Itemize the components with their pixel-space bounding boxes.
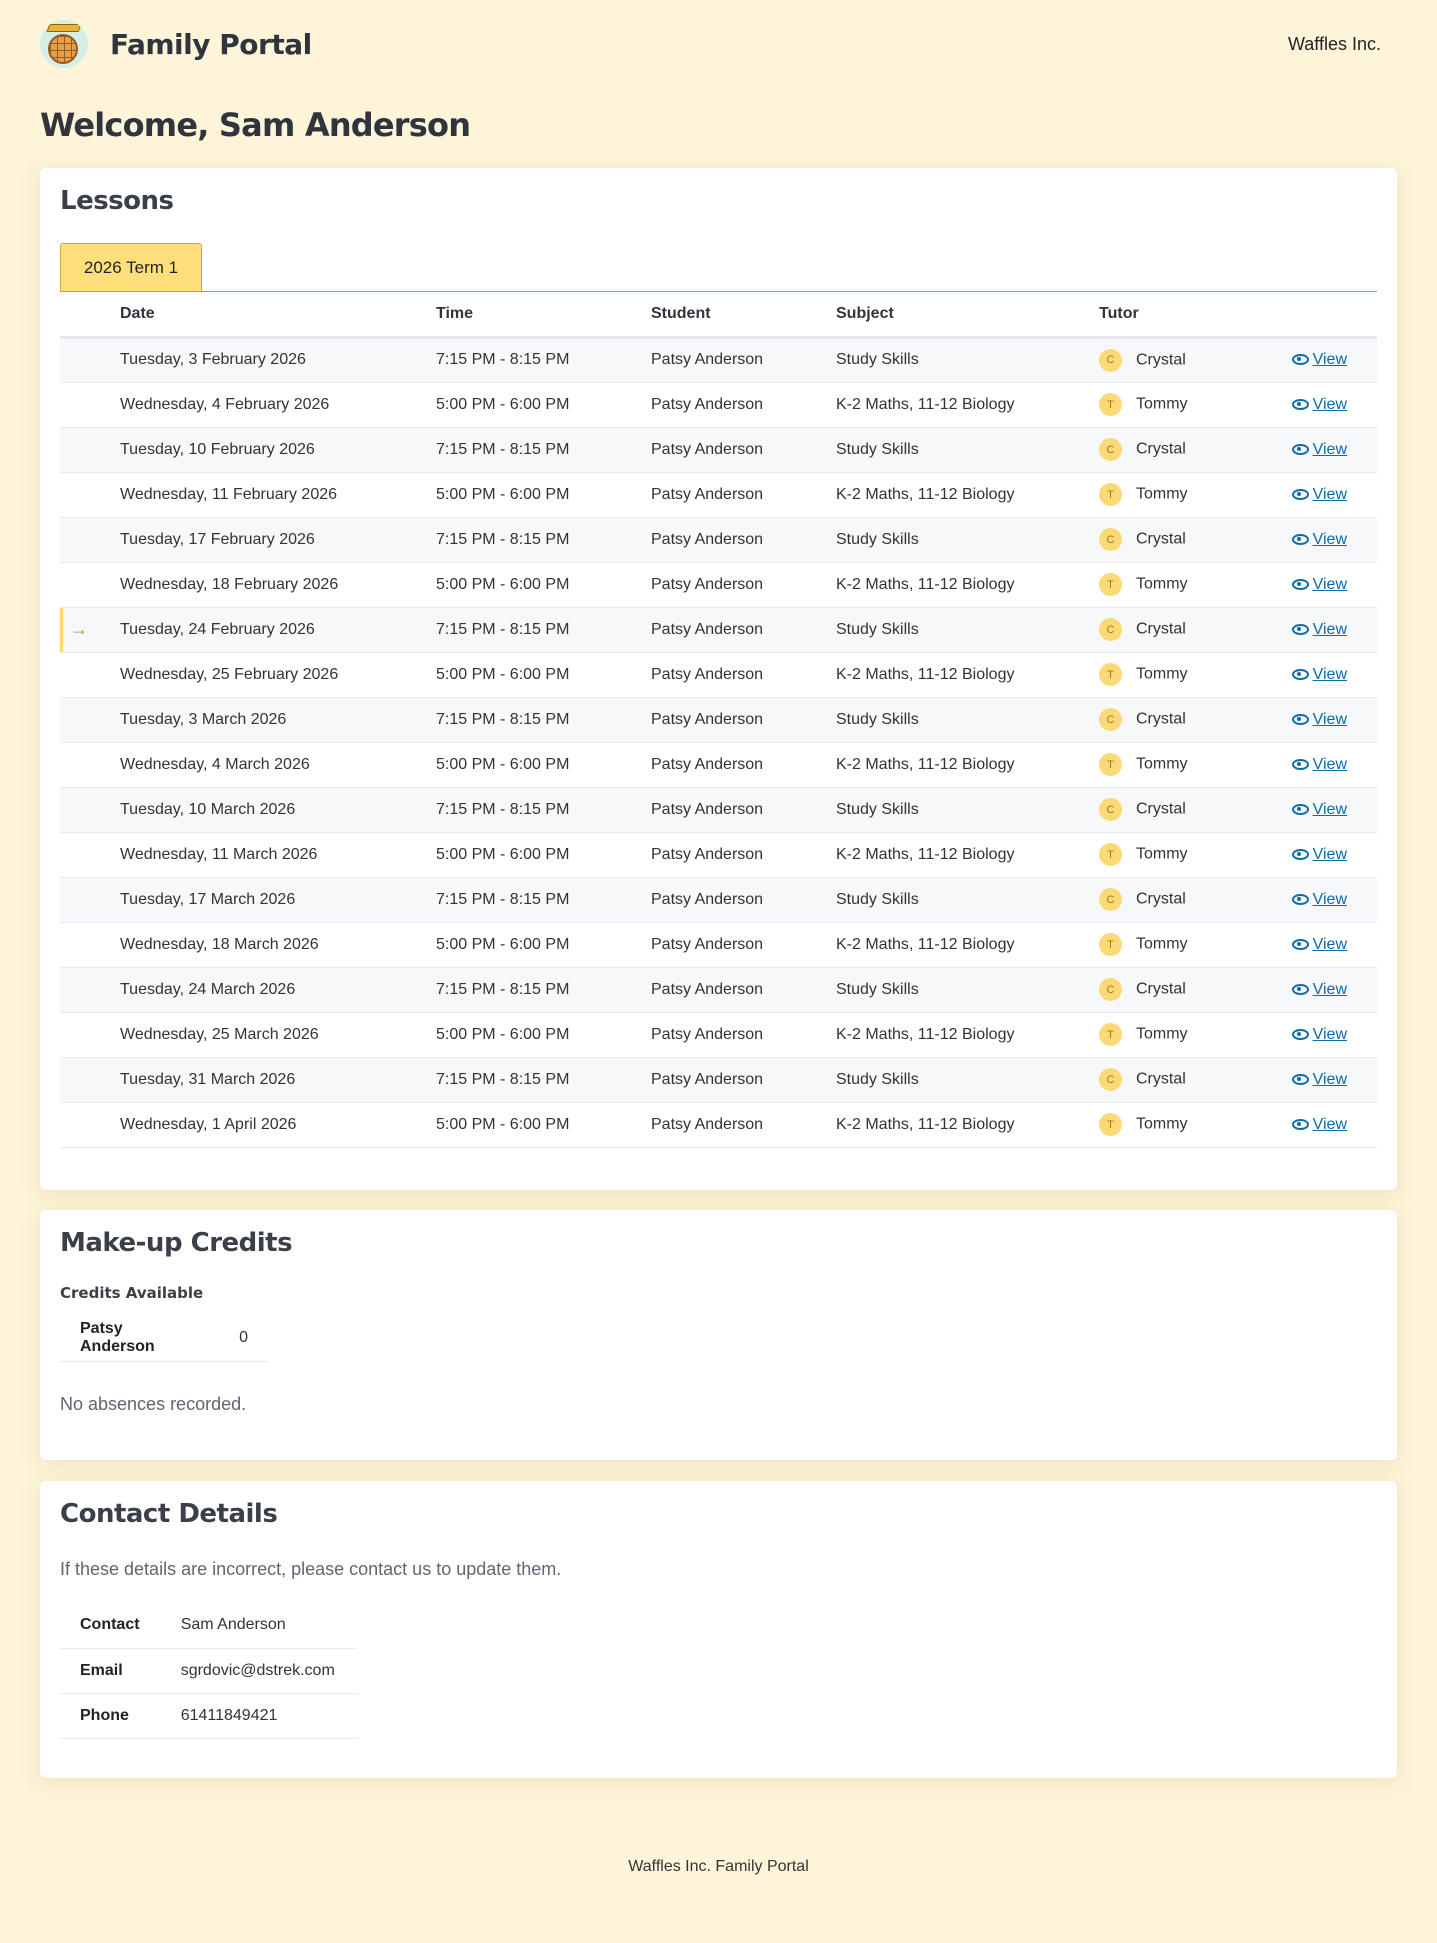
eye-icon [1292, 1074, 1309, 1085]
current-lesson-arrow-icon: → [70, 619, 88, 639]
tutor-name: Tommy [1136, 575, 1188, 593]
col-time: Time [436, 292, 651, 337]
tutor-name: Crystal [1136, 1070, 1186, 1088]
lesson-time: 5:00 PM - 6:00 PM [436, 562, 651, 607]
lesson-time: 7:15 PM - 8:15 PM [436, 697, 651, 742]
view-lesson-link[interactable]: View [1292, 801, 1347, 818]
lesson-time: 7:15 PM - 8:15 PM [436, 427, 651, 472]
lesson-row [60, 1012, 1377, 1057]
view-lesson-link[interactable]: View [1292, 711, 1347, 728]
lesson-student: Patsy Anderson [651, 517, 836, 562]
lesson-row [60, 517, 1377, 562]
lesson-row [60, 427, 1377, 472]
phone-row: Phone 61411849421 [60, 1693, 357, 1738]
lesson-date: Tuesday, 24 March 2026 [120, 967, 436, 1012]
tutor-name: Crystal [1136, 980, 1186, 998]
lesson-time: 7:15 PM - 8:15 PM [436, 337, 651, 382]
contact-row: Contact Sam Anderson [60, 1603, 357, 1648]
tutor-avatar: T [1099, 663, 1122, 686]
col-student: Student [651, 292, 836, 337]
eye-icon [1292, 534, 1309, 545]
lesson-time: 5:00 PM - 6:00 PM [436, 832, 651, 877]
tutor-name: Tommy [1136, 935, 1188, 953]
makeup-title: Make-up Credits [60, 1228, 293, 1258]
credits-table [60, 1316, 268, 1362]
lesson-subject: K-2 Maths, 11-12 Biology [836, 652, 1099, 697]
lessons-title: Lessons [60, 186, 174, 216]
tutor-avatar: T [1099, 843, 1122, 866]
lesson-subject: Study Skills [836, 427, 1099, 472]
lesson-time: 5:00 PM - 6:00 PM [436, 1012, 651, 1057]
lesson-student: Patsy Anderson [651, 967, 836, 1012]
view-lesson-link[interactable]: View [1292, 351, 1347, 368]
lesson-subject: Study Skills [836, 967, 1099, 1012]
lesson-student: Patsy Anderson [651, 742, 836, 787]
lesson-time: 5:00 PM - 6:00 PM [436, 742, 651, 787]
lesson-subject: Study Skills [836, 607, 1099, 652]
tutor-avatar: C [1099, 438, 1122, 461]
lesson-student: Patsy Anderson [651, 427, 836, 472]
lesson-date: Wednesday, 11 February 2026 [120, 472, 436, 517]
lesson-row [60, 832, 1377, 877]
lesson-student: Patsy Anderson [651, 337, 836, 382]
lesson-row [60, 742, 1377, 787]
lesson-row [60, 877, 1377, 922]
eye-icon [1292, 354, 1309, 365]
eye-icon [1292, 1029, 1309, 1040]
lesson-subject: K-2 Maths, 11-12 Biology [836, 382, 1099, 427]
lesson-student: Patsy Anderson [651, 877, 836, 922]
lesson-subject: K-2 Maths, 11-12 Biology [836, 1012, 1099, 1057]
lesson-student: Patsy Anderson [651, 1102, 836, 1147]
view-lesson-link[interactable]: View [1292, 756, 1347, 773]
eye-icon [1292, 1119, 1309, 1130]
view-lesson-link[interactable]: View [1292, 576, 1347, 593]
portal-title: Family Portal [110, 27, 312, 61]
welcome-heading: Welcome, Sam Anderson [40, 106, 471, 144]
tutor-avatar: C [1099, 618, 1122, 641]
col-date: Date [120, 292, 436, 337]
lesson-subject: Study Skills [836, 337, 1099, 382]
lesson-time: 5:00 PM - 6:00 PM [436, 922, 651, 967]
eye-icon [1292, 939, 1309, 950]
lesson-date: Tuesday, 31 March 2026 [120, 1057, 436, 1102]
tutor-name: Crystal [1136, 440, 1186, 458]
lesson-date: Tuesday, 17 February 2026 [120, 517, 436, 562]
lesson-time: 5:00 PM - 6:00 PM [436, 1102, 651, 1147]
lesson-row [60, 382, 1377, 427]
lesson-subject: K-2 Maths, 11-12 Biology [836, 562, 1099, 607]
contact-details-card [40, 1481, 1397, 1778]
tutor-name: Crystal [1136, 351, 1186, 369]
lesson-time: 7:15 PM - 8:15 PM [436, 1057, 651, 1102]
view-lesson-link[interactable]: View [1292, 1116, 1347, 1133]
lesson-date: Wednesday, 25 March 2026 [120, 1012, 436, 1057]
view-lesson-link[interactable]: View [1292, 891, 1347, 908]
footer-text: Waffles Inc. Family Portal [628, 1858, 809, 1875]
lesson-date: Wednesday, 4 February 2026 [120, 382, 436, 427]
lesson-time: 5:00 PM - 6:00 PM [436, 382, 651, 427]
view-lesson-link[interactable]: View [1292, 441, 1347, 458]
lesson-date: Wednesday, 18 February 2026 [120, 562, 436, 607]
eye-icon [1292, 489, 1309, 500]
lesson-student: Patsy Anderson [651, 562, 836, 607]
tutor-name: Crystal [1136, 800, 1186, 818]
lesson-subject: Study Skills [836, 517, 1099, 562]
lesson-row [60, 697, 1377, 742]
lesson-row [60, 607, 1377, 652]
lesson-row [60, 1057, 1377, 1102]
lesson-student: Patsy Anderson [651, 472, 836, 517]
lesson-row [60, 922, 1377, 967]
lesson-subject: Study Skills [836, 697, 1099, 742]
lesson-time: 7:15 PM - 8:15 PM [436, 967, 651, 1012]
lesson-student: Patsy Anderson [651, 1012, 836, 1057]
lesson-date: Tuesday, 3 March 2026 [120, 697, 436, 742]
tutor-name: Tommy [1136, 665, 1188, 683]
lesson-row [60, 967, 1377, 1012]
contact-title: Contact Details [60, 1499, 278, 1529]
view-lesson-link[interactable]: View [1292, 486, 1347, 503]
lesson-student: Patsy Anderson [651, 922, 836, 967]
contact-table [60, 1603, 357, 1739]
lesson-student: Patsy Anderson [651, 652, 836, 697]
tutor-avatar: T [1099, 1113, 1122, 1136]
eye-icon [1292, 669, 1309, 680]
eye-icon [1292, 399, 1309, 410]
tutor-avatar: C [1099, 1068, 1122, 1091]
tutor-avatar: T [1099, 753, 1122, 776]
lesson-subject: K-2 Maths, 11-12 Biology [836, 472, 1099, 517]
lesson-row [60, 652, 1377, 697]
lesson-date: Wednesday, 1 April 2026 [120, 1102, 436, 1147]
tutor-avatar: T [1099, 1023, 1122, 1046]
col-tutor: Tutor [1099, 292, 1289, 337]
view-lesson-link[interactable]: View [1292, 981, 1347, 998]
lesson-student: Patsy Anderson [651, 787, 836, 832]
lesson-date: Wednesday, 18 March 2026 [120, 922, 436, 967]
view-lesson-link[interactable]: View [1292, 621, 1347, 638]
lesson-student: Patsy Anderson [651, 1057, 836, 1102]
tutor-avatar: C [1099, 798, 1122, 821]
tutor-avatar: C [1099, 888, 1122, 911]
col-subject: Subject [836, 292, 1099, 337]
lesson-time: 7:15 PM - 8:15 PM [436, 787, 651, 832]
lesson-student: Patsy Anderson [651, 382, 836, 427]
lesson-time: 7:15 PM - 8:15 PM [436, 877, 651, 922]
tutor-name: Crystal [1136, 530, 1186, 548]
view-lesson-link[interactable]: View [1292, 1071, 1347, 1088]
tutor-name: Crystal [1136, 620, 1186, 638]
lesson-date: Tuesday, 17 March 2026 [120, 877, 436, 922]
tutor-avatar: T [1099, 483, 1122, 506]
view-lesson-link[interactable]: View [1292, 396, 1347, 413]
lesson-student: Patsy Anderson [651, 607, 836, 652]
tutor-name: Tommy [1136, 845, 1188, 863]
view-lesson-link[interactable]: View [1292, 666, 1347, 683]
waffle-logo-icon [40, 20, 88, 68]
tutor-name: Crystal [1136, 890, 1186, 908]
eye-icon [1292, 714, 1309, 725]
eye-icon [1292, 849, 1309, 860]
lesson-subject: Study Skills [836, 787, 1099, 832]
lesson-row [60, 562, 1377, 607]
lesson-subject: K-2 Maths, 11-12 Biology [836, 922, 1099, 967]
tutor-name: Tommy [1136, 1025, 1188, 1043]
view-lesson-link[interactable]: View [1292, 936, 1347, 953]
tutor-name: Crystal [1136, 710, 1186, 728]
eye-icon [1292, 804, 1309, 815]
tutor-avatar: C [1099, 708, 1122, 731]
eye-icon [1292, 759, 1309, 770]
lesson-time: 7:15 PM - 8:15 PM [436, 607, 651, 652]
tutor-avatar: C [1099, 528, 1122, 551]
credit-row: Patsy Anderson 0 [60, 1316, 268, 1361]
contact-note: If these details are incorrect, please contact us to update them. [60, 1559, 562, 1579]
eye-icon [1292, 984, 1309, 995]
lessons-table [60, 292, 1377, 1148]
lesson-subject: K-2 Maths, 11-12 Biology [836, 742, 1099, 787]
lesson-row [60, 472, 1377, 517]
lesson-time: 5:00 PM - 6:00 PM [436, 652, 651, 697]
lesson-time: 7:15 PM - 8:15 PM [436, 517, 651, 562]
lesson-subject: Study Skills [836, 1057, 1099, 1102]
tutor-name: Tommy [1136, 485, 1188, 503]
lesson-subject: K-2 Maths, 11-12 Biology [836, 832, 1099, 877]
lesson-date: Tuesday, 10 February 2026 [120, 427, 436, 472]
view-lesson-link[interactable]: View [1292, 1026, 1347, 1043]
tutor-avatar: T [1099, 393, 1122, 416]
top-header [40, 18, 1381, 70]
lesson-row [60, 1102, 1377, 1147]
tutor-avatar: T [1099, 933, 1122, 956]
lesson-date: Wednesday, 4 March 2026 [120, 742, 436, 787]
tutor-name: Tommy [1136, 1115, 1188, 1133]
no-absences-text: No absences recorded. [60, 1394, 247, 1414]
tutor-avatar: C [1099, 349, 1122, 372]
lesson-date: Wednesday, 11 March 2026 [120, 832, 436, 877]
lesson-subject: Study Skills [836, 877, 1099, 922]
lesson-date: Tuesday, 24 February 2026 [120, 607, 436, 652]
email-row: Email sgrdovic@dstrek.com [60, 1648, 357, 1693]
lesson-student: Patsy Anderson [651, 697, 836, 742]
credits-available-label: Credits Available [60, 1284, 204, 1302]
tab-2026-term-1[interactable]: 2026 Term 1 [60, 243, 202, 292]
lesson-date: Tuesday, 10 March 2026 [120, 787, 436, 832]
lesson-student: Patsy Anderson [651, 832, 836, 877]
org-name: Waffles Inc. [1287, 33, 1381, 54]
eye-icon [1292, 624, 1309, 635]
lesson-date: Tuesday, 3 February 2026 [120, 337, 436, 382]
eye-icon [1292, 579, 1309, 590]
makeup-credits-card [40, 1210, 1397, 1460]
eye-icon [1292, 444, 1309, 455]
lesson-row [60, 337, 1377, 382]
lesson-date: Wednesday, 25 February 2026 [120, 652, 436, 697]
lessons-card [40, 168, 1397, 1190]
view-lesson-link[interactable]: View [1292, 846, 1347, 863]
tutor-name: Tommy [1136, 755, 1188, 773]
tutor-name: Tommy [1136, 395, 1188, 413]
lesson-subject: K-2 Maths, 11-12 Biology [836, 1102, 1099, 1147]
tutor-avatar: C [1099, 978, 1122, 1001]
eye-icon [1292, 894, 1309, 905]
lesson-row [60, 787, 1377, 832]
view-lesson-link[interactable]: View [1292, 531, 1347, 548]
tutor-avatar: T [1099, 573, 1122, 596]
lesson-time: 5:00 PM - 6:00 PM [436, 472, 651, 517]
